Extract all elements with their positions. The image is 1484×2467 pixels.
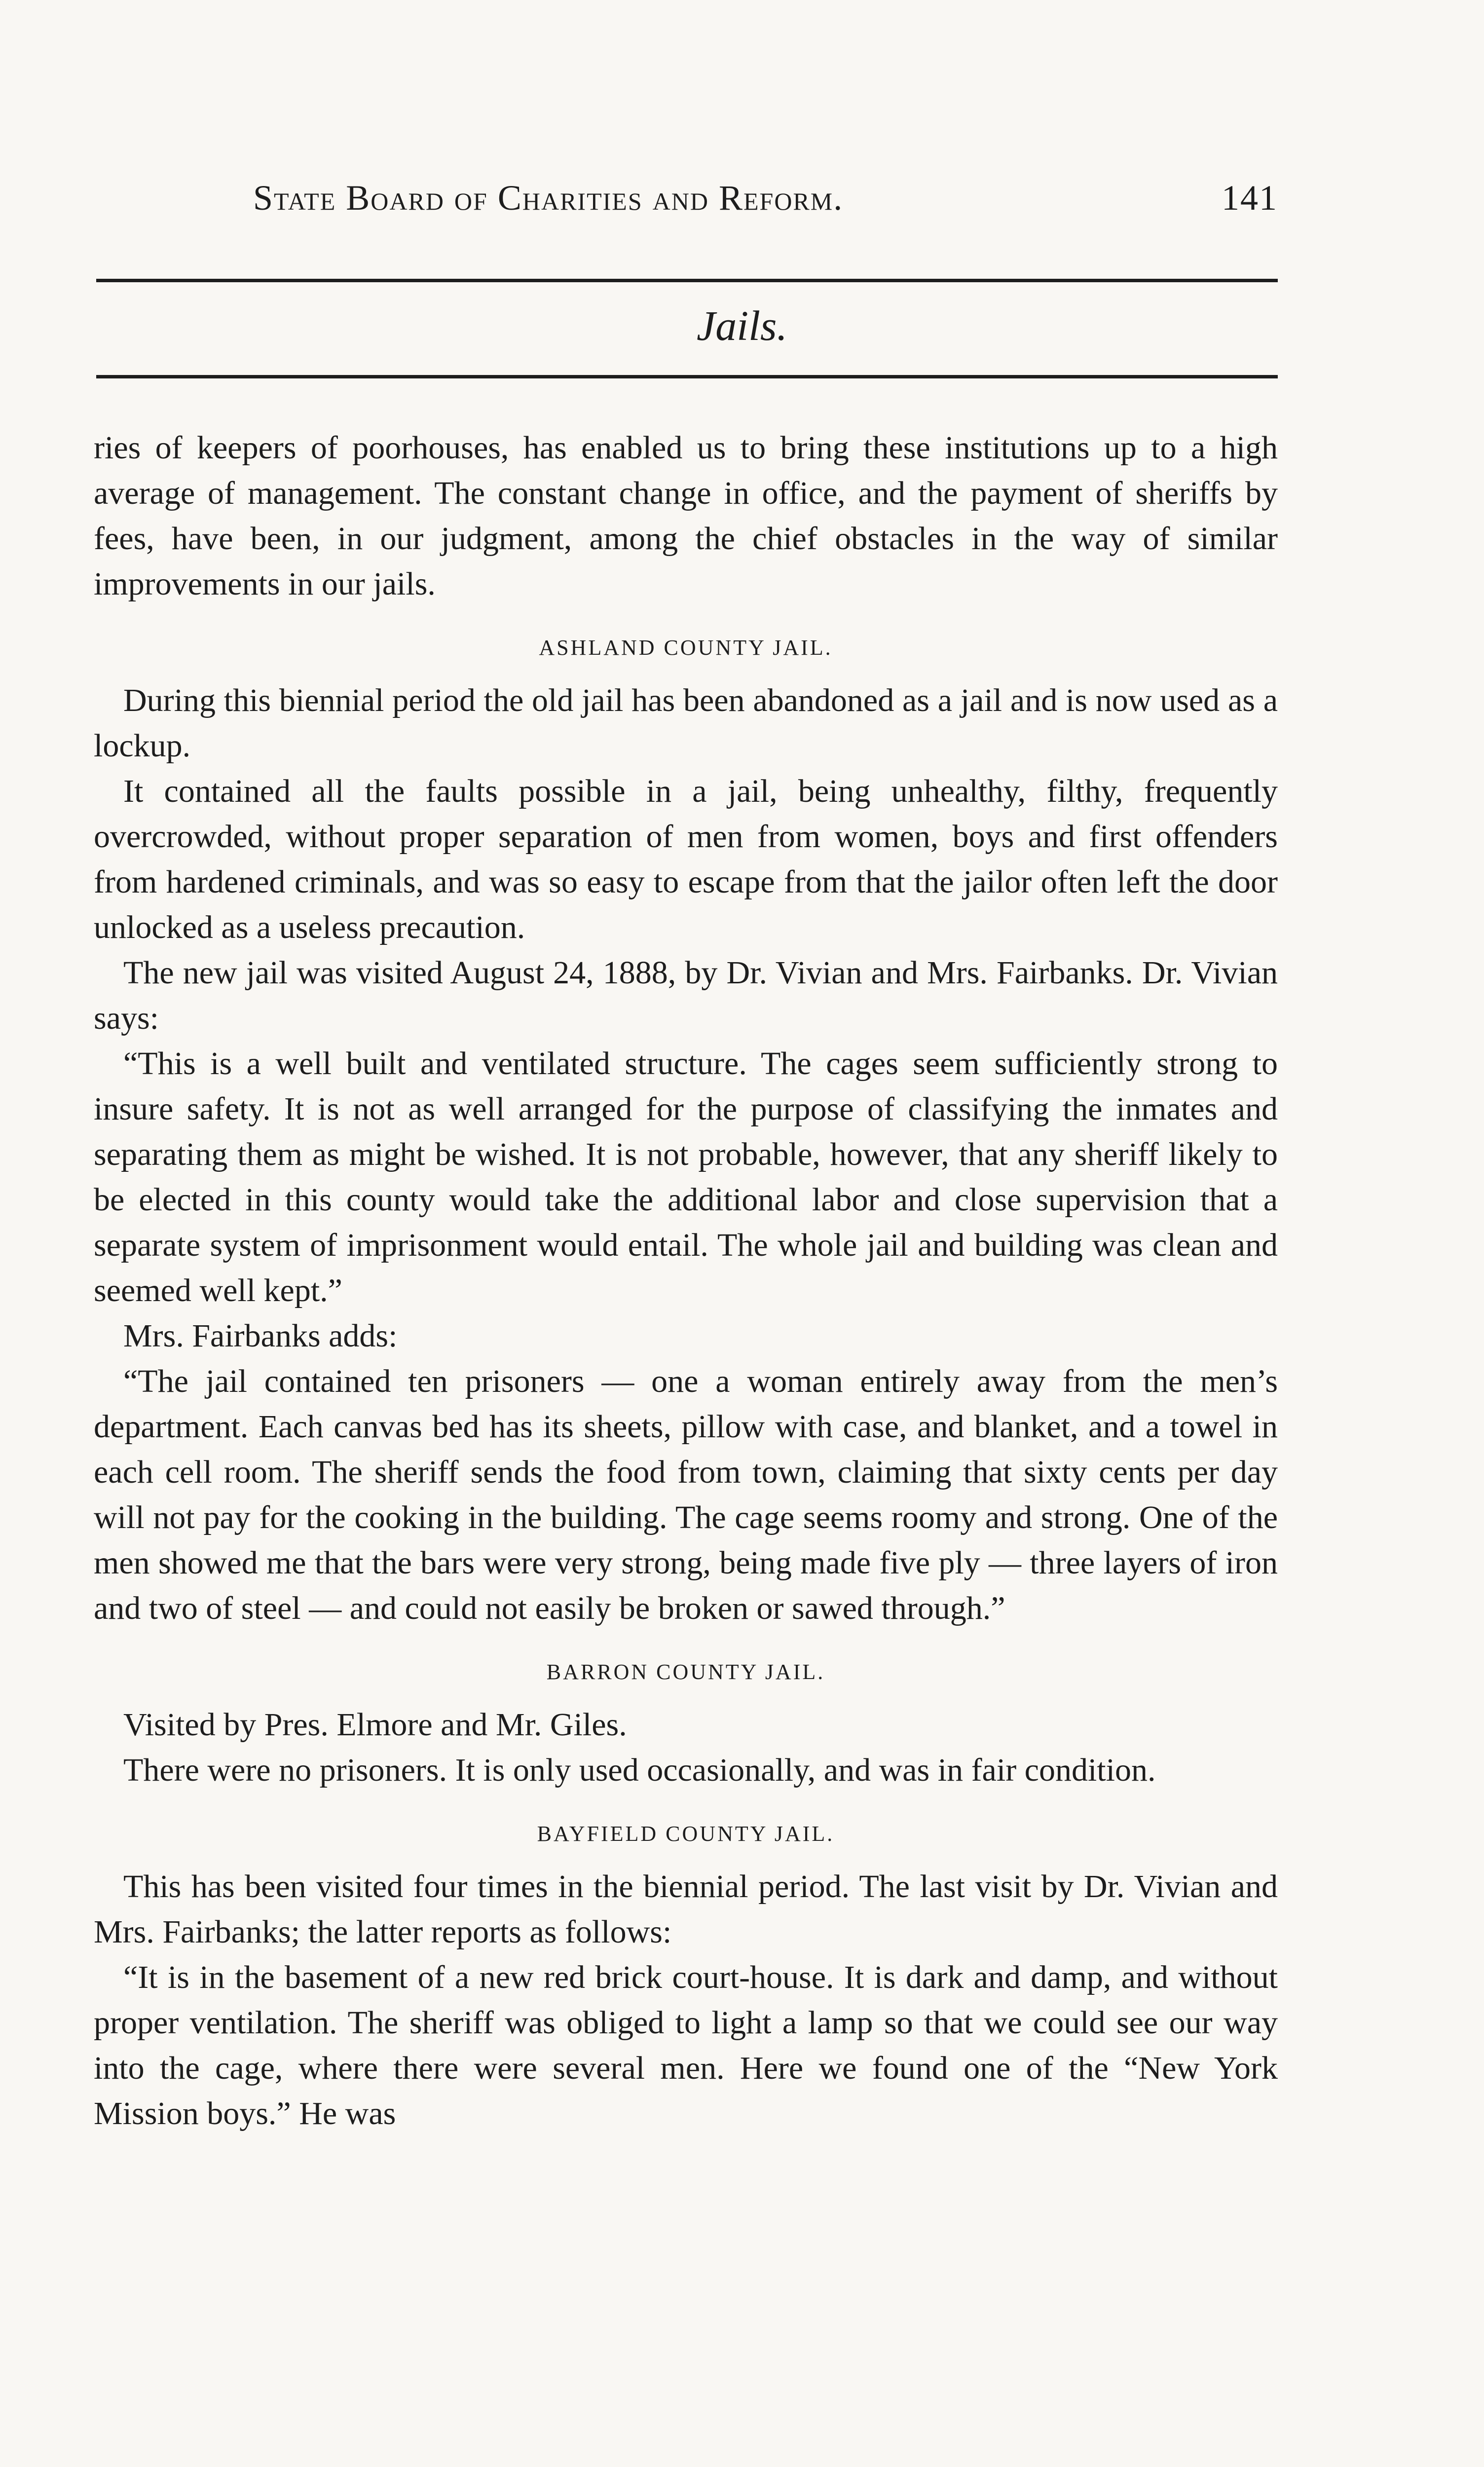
paragraph: It contained all the faults possible in a jail, being unhealthy, filthy, frequently overcrowded, without proper separation of men from women, boys and first offenders from hardened criminals, and was so easy to escape from that the jailor often left the door unlocked as a useless precaution. [94,773,1278,945]
bottom-rule [96,375,1278,378]
body-text [94,425,1278,2136]
quote-paragraph: “The jail contained ten prisoners — one a woman entirely away from the men’s department. Each canvas bed has its sheets, pillow with case, and blanket, and a towel in each cell room. The sheriff sends the food from town, claiming that sixty cents per day will not pay for the cooking in the building. The cage seems roomy and strong. One of the men showed me that the bars were very strong, being made five ply — three layers of iron and two of steel — and could not easily be broken or sawed through.” [94,1363,1278,1626]
paragraph: This has been visited four times in the biennial period. The last visit by Dr. Vivian and Mrs. Fairbanks; the latter reports as follows: [94,1869,1278,1950]
paragraph: Visited by Pres. Elmore and Mr. Giles. [123,1707,627,1743]
paragraph: Mrs. Fairbanks adds: [123,1318,398,1354]
paragraph: There were no prisoners. It is only used occasionally, and was in fair condition. [123,1752,1156,1788]
page-number: 141 [1222,178,1278,218]
heading-bayfield-county-jail: BAYFIELD COUNTY JAIL. [537,1822,835,1846]
running-title: State Board of Charities and Reform. [253,178,844,218]
paragraph: During this biennial period the old jail has been abandoned as a jail and is now used as a lockup. [94,682,1278,764]
heading-ashland-county-jail: ASHLAND COUNTY JAIL. [539,635,833,660]
section-title: Jails. [697,302,787,349]
top-rule [96,279,1278,282]
paragraph: The new jail was visited August 24, 1888, by Dr. Vivian and Mrs. Fairbanks. Dr. Vivian says: [94,955,1278,1036]
heading-barron-county-jail: BARRON COUNTY JAIL. [546,1660,825,1684]
quote-paragraph: “It is in the basement of a new red brick court-house. It is dark and damp, and without proper ventilation. The sheriff was obliged to light a lamp so that we could see our way into the cage, where there were several men. Here we found one of the “New York Mission boys.” He was [94,1959,1278,2131]
paragraph-continuation: ries of keepers of poorhouses, has enabled us to bring these institutions up to a high average of management. The constant change in office, and the payment of sheriffs by fees, have been, in our judgment, among the chief obstacles in the way of similar improvements in our jails. [94,430,1278,602]
quote-paragraph: “This is a well built and ventilated structure. The cages seem sufficiently strong to insure safety. It is not as well arranged for the purpose of classifying the inmates and separating them as might be wished. It is not probable, however, that any sheriff likely to be elected in this county would take the additional labor and close supervision that a separate system of imprisonment would entail. The whole jail and building was clean and seemed well kept.” [94,1046,1278,1308]
